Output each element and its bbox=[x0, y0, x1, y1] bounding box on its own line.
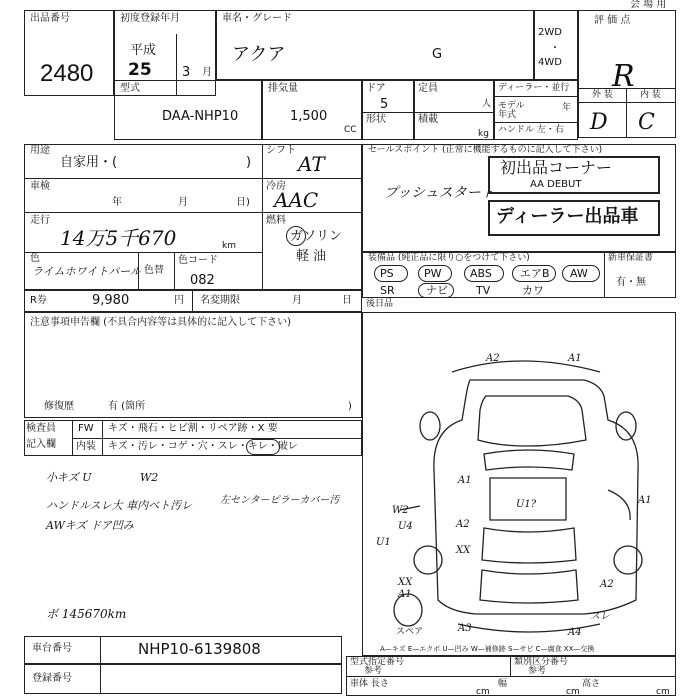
title-deadline-label: 名変期限 bbox=[200, 295, 240, 306]
notes-label: 注意事項申告欄 (不具合内容等は具体的に記入して下さい) bbox=[30, 317, 291, 328]
usage-label: 用途 bbox=[30, 145, 50, 156]
chassis-label: 車台番号 bbox=[32, 643, 72, 654]
length-label: 車体 長さ bbox=[350, 679, 389, 689]
handle-label: ハンドル 左・右 bbox=[498, 125, 564, 135]
inspection-day: 日) bbox=[236, 197, 250, 208]
hand-note-3: AWキズ ドア凹み bbox=[46, 519, 134, 532]
color-label: 色 bbox=[30, 253, 40, 264]
hand-note-2b: 左センターピラーカバー汚 bbox=[220, 495, 340, 506]
inspector-label2: 記入欄 bbox=[26, 439, 56, 450]
int-label-row: 内装 bbox=[76, 441, 96, 452]
load-label: 積載 bbox=[418, 114, 438, 125]
dealer-stamp-text: ディーラー出品車 bbox=[496, 206, 639, 227]
mileage-km: km bbox=[222, 241, 236, 251]
mark-4: A1 bbox=[638, 495, 652, 506]
mark-11: A1 bbox=[398, 589, 412, 600]
inspection-month: 月 bbox=[178, 197, 188, 208]
rating-label: 評 価 点 bbox=[594, 15, 631, 26]
ac: AAC bbox=[274, 188, 319, 212]
capacity-label: 定員 bbox=[418, 83, 438, 94]
fw-text: キズ・飛石・ヒビ割・リペア跡・X 要 bbox=[108, 423, 278, 434]
mark-16: A4 bbox=[568, 627, 582, 638]
lot-label: 出品番号 bbox=[30, 13, 70, 24]
rating-value: R bbox=[612, 59, 635, 94]
mark-14: U1? bbox=[516, 499, 537, 510]
fuel-diesel: 軽 油 bbox=[296, 249, 327, 264]
dealer-label: ディーラー・並行 bbox=[498, 83, 570, 93]
drive-2wd: 2WD bbox=[538, 27, 562, 38]
reg-year: 25 bbox=[128, 60, 152, 80]
model-cert-label: 型式指定番号 bbox=[350, 657, 405, 667]
usage-close: ) bbox=[246, 155, 252, 170]
reg-month: 3 bbox=[182, 65, 191, 80]
mark-3: A1 bbox=[458, 475, 472, 486]
drive-dot: ・ bbox=[550, 43, 560, 54]
shape-label: 形状 bbox=[366, 114, 386, 125]
person-unit: 人 bbox=[482, 99, 492, 109]
equip-abs: ABS bbox=[470, 267, 492, 280]
equip-ps: PS bbox=[380, 267, 394, 280]
first-reg-label: 初度登録年月 bbox=[120, 13, 180, 24]
width-cm: cm bbox=[566, 687, 580, 697]
model-year-label: モデル 年式 bbox=[498, 101, 525, 120]
hand-note-1: 小キズ U bbox=[46, 471, 92, 484]
debut-stamp-line1: 初出品コーナー bbox=[500, 158, 613, 177]
grade: G bbox=[432, 47, 443, 62]
inspection-label: 車検 bbox=[30, 181, 50, 192]
chassis-number: NHP10-6139808 bbox=[138, 640, 261, 658]
recycle-label: R券 bbox=[30, 295, 47, 306]
reg-label: 登録番号 bbox=[32, 673, 72, 684]
equip-tv: TV bbox=[476, 284, 491, 297]
fw-label: FW bbox=[78, 423, 94, 434]
repair-close: ) bbox=[348, 401, 352, 412]
diagram-legend: A—キズ E—エクボ U—凹み W—補修跡 S—サビ C—腐食 XX—交換 bbox=[380, 645, 595, 653]
reg-month-unit: 月 bbox=[202, 67, 212, 78]
ext-label: 外 装 bbox=[592, 90, 613, 100]
class-ref: 参考 bbox=[528, 666, 547, 676]
equip-sr: SR bbox=[380, 284, 395, 297]
sales-point-label: セールスポイント (正常に機能するものに記入して下さい) bbox=[368, 145, 603, 155]
recycle-amount: 9,980 bbox=[92, 293, 130, 308]
mark-6: U1 bbox=[376, 537, 391, 548]
new-manual-value: 有・無 bbox=[616, 277, 646, 288]
recycle-yen: 円 bbox=[174, 295, 184, 306]
mileage-label: 走行 bbox=[30, 215, 50, 226]
mark-9: XX bbox=[456, 545, 471, 556]
int-label: 内 装 bbox=[640, 90, 661, 100]
ext-value: D bbox=[590, 110, 608, 135]
repair-value: 有 (箇所 bbox=[108, 401, 146, 412]
int-text: キズ・汚レ・コゲ・穴・スレ・キレ・破レ bbox=[108, 441, 298, 452]
shift: AT bbox=[298, 152, 325, 176]
equipment-label: 装備品 (純正品に限り○をつけて下さい) bbox=[368, 253, 530, 263]
mark-10: XX bbox=[398, 577, 413, 588]
ac-label: 冷房 bbox=[266, 181, 286, 192]
drive-4wd: 4WD bbox=[538, 57, 562, 68]
hand-note-2: ハンドルスレ大 車内ベト汚レ bbox=[46, 499, 193, 512]
shift-label: シフト bbox=[266, 145, 296, 156]
mark-1: A2 bbox=[486, 353, 500, 364]
mark-8: U4 bbox=[398, 521, 413, 532]
fuel-label: 燃料 bbox=[266, 215, 286, 226]
model-label: 型式 bbox=[120, 83, 140, 94]
mark-13: A3 bbox=[458, 623, 472, 634]
height-cm: cm bbox=[656, 687, 670, 697]
hand-note-4: ボ 145670km bbox=[46, 607, 127, 621]
mark-12: A2 bbox=[600, 579, 614, 590]
door-label: ドア bbox=[366, 83, 386, 94]
after-label: 後日品 bbox=[366, 299, 394, 309]
hand-note-1b: W2 bbox=[140, 471, 159, 484]
car-name: アクア bbox=[232, 44, 286, 65]
spare-label: スペア bbox=[396, 627, 424, 637]
fuel-gasoline: ガソリン bbox=[290, 229, 343, 244]
displacement-label: 排気量 bbox=[268, 83, 298, 94]
mark-15: スレ bbox=[590, 611, 610, 622]
car-name-label: 車名・グレード bbox=[222, 13, 292, 24]
mark-2: A1 bbox=[568, 353, 582, 364]
mark-7: W2 bbox=[392, 505, 409, 516]
class-label: 類別区分番号 bbox=[514, 657, 569, 667]
kg-unit: kg bbox=[478, 129, 489, 139]
inspector-label1: 検査員 bbox=[26, 423, 56, 434]
equip-pw: PW bbox=[424, 267, 442, 280]
repair-label: 修復歴 bbox=[44, 401, 74, 412]
venue-label: 会 場 用 bbox=[630, 0, 667, 10]
title-deadline-day: 日 bbox=[342, 295, 352, 306]
color-code: 082 bbox=[190, 273, 215, 288]
inspection-year: 年 bbox=[112, 197, 122, 208]
new-manual-label: 新車保証書 bbox=[608, 253, 654, 263]
title-deadline-month: 月 bbox=[292, 295, 302, 306]
model: DAA-NHP10 bbox=[162, 109, 239, 124]
equip-navi: ナビ bbox=[426, 284, 448, 297]
width-label: 幅 bbox=[498, 679, 508, 689]
equip-aw: AW bbox=[570, 267, 588, 280]
int-value: C bbox=[638, 110, 655, 135]
length-cm: cm bbox=[476, 687, 490, 697]
equip-leather: カワ bbox=[522, 284, 544, 297]
displacement: 1,500 bbox=[290, 109, 328, 124]
model-year-unit: 年 bbox=[562, 103, 572, 113]
height-label: 高さ bbox=[582, 679, 601, 689]
usage-value: 自家用・( bbox=[60, 155, 118, 170]
debut-stamp-line2: AA DEBUT bbox=[530, 179, 582, 190]
model-cert-ref: 参考 bbox=[364, 666, 383, 676]
color: ライムホワイトパール bbox=[32, 265, 141, 278]
lot-number: 2480 bbox=[40, 60, 94, 87]
equip-airbag: エアB bbox=[520, 267, 550, 280]
sales-point-note: プッシュスタート bbox=[384, 185, 495, 201]
color-change-label: 色替 bbox=[144, 265, 164, 276]
doors: 5 bbox=[380, 97, 389, 112]
era: 平成 bbox=[130, 43, 157, 58]
cc-unit: CC bbox=[344, 125, 357, 135]
color-code-label: 色コード bbox=[178, 255, 218, 266]
mark-5: A2 bbox=[456, 519, 470, 530]
mileage: 14万5千670 bbox=[60, 226, 177, 250]
